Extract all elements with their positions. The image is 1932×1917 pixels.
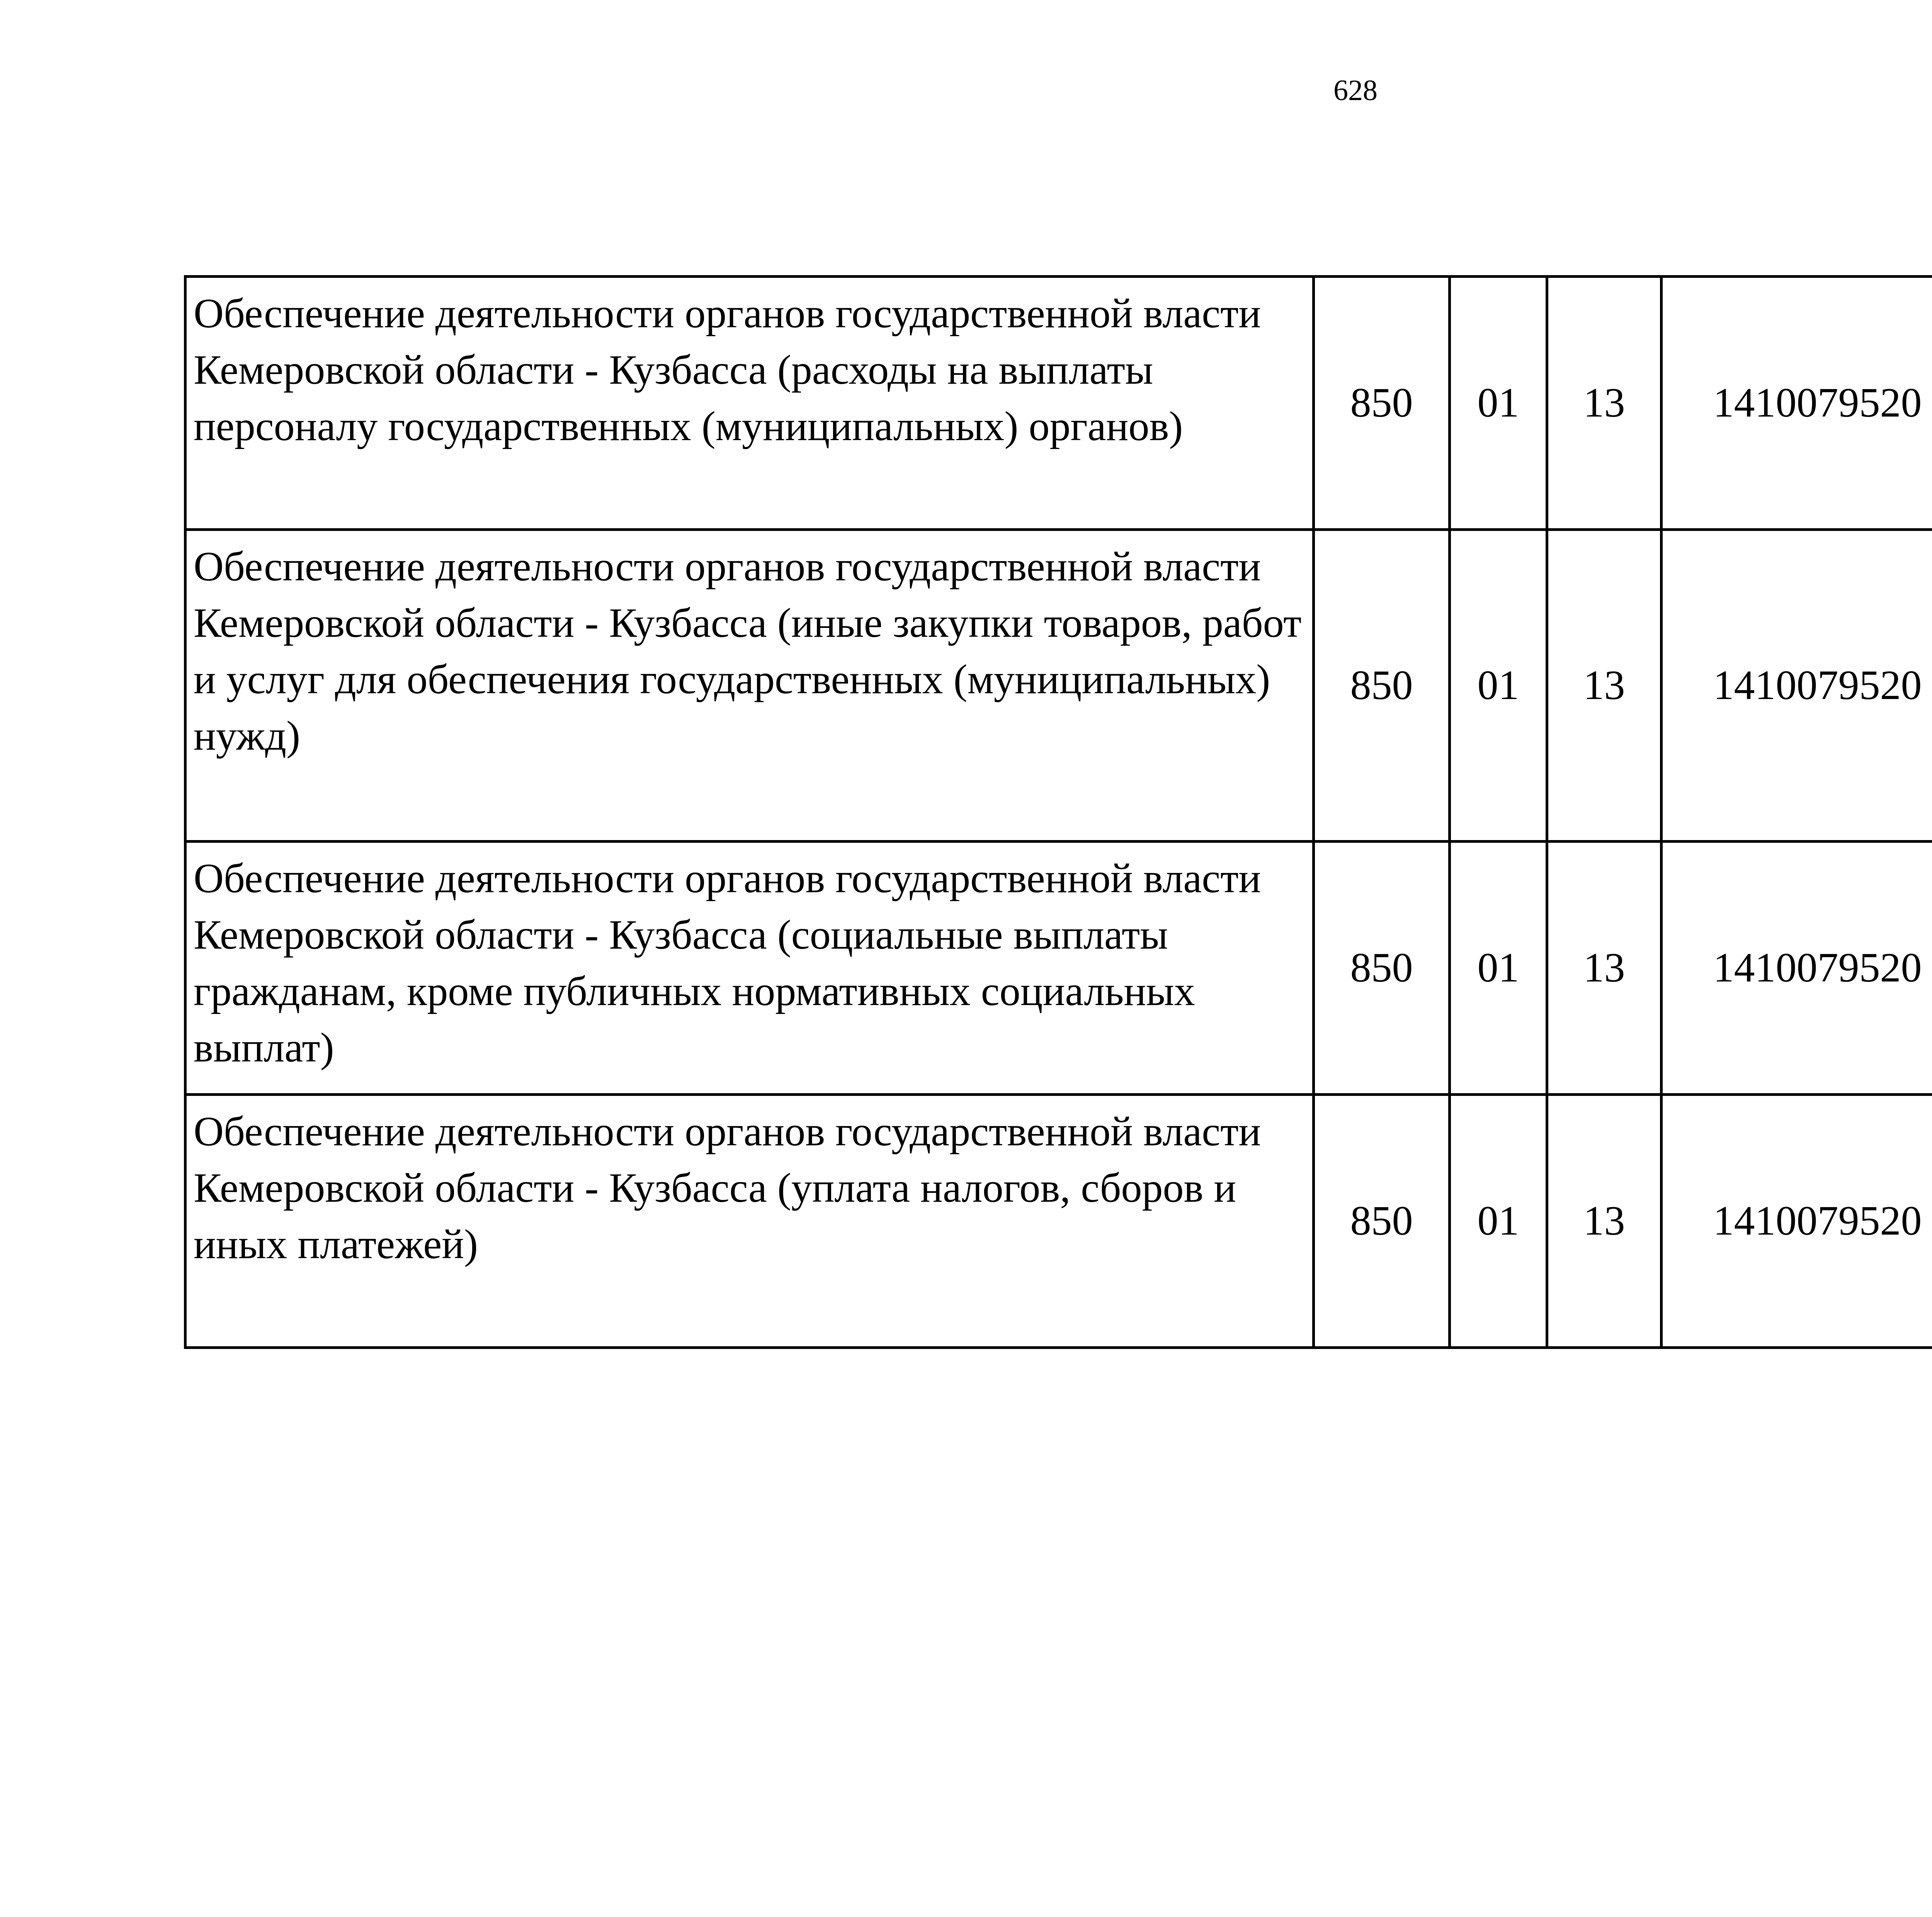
row-description: Обеспечение деятельности органов государственной власти Кемеровской области - Кузбасса (социальные выплаты гражданам, кроме публичных нормативных социальных выплат) — [185, 842, 1314, 1095]
ministry-code: 850 — [1314, 842, 1450, 1095]
table-row — [185, 1095, 1932, 1348]
subsection-code: 13 — [1547, 530, 1662, 842]
row-description: Обеспечение деятельности органов государственной власти Кемеровской области - Кузбасса (иные закупки товаров, работ и услуг для обеспечения государственных (муниципальных) нужд) — [185, 530, 1314, 842]
table-row — [185, 530, 1932, 842]
budget-table — [184, 275, 1932, 1349]
ministry-code: 850 — [1314, 277, 1450, 530]
section-code: 01 — [1450, 842, 1547, 1095]
target-article-code: 1410079520 — [1662, 842, 1932, 1095]
subsection-code: 13 — [1547, 1095, 1662, 1348]
ministry-code: 850 — [1314, 1095, 1450, 1348]
target-article-code: 1410079520 — [1662, 277, 1932, 530]
subsection-code: 13 — [1547, 277, 1662, 530]
subsection-code: 13 — [1547, 842, 1662, 1095]
page-number: 628 — [1333, 74, 1378, 107]
ministry-code: 850 — [1314, 530, 1450, 842]
section-code: 01 — [1450, 277, 1547, 530]
section-code: 01 — [1450, 1095, 1547, 1348]
table-row — [185, 277, 1932, 530]
row-description: Обеспечение деятельности органов государственной власти Кемеровской области - Кузбасса (расходы на выплаты персоналу государственных (муниципальных) органов) — [185, 277, 1314, 530]
target-article-code: 1410079520 — [1662, 530, 1932, 842]
target-article-code: 1410079520 — [1662, 1095, 1932, 1348]
section-code: 01 — [1450, 530, 1547, 842]
table-row — [185, 842, 1932, 1095]
row-description: Обеспечение деятельности органов государственной власти Кемеровской области - Кузбасса (уплата налогов, сборов и иных платежей) — [185, 1095, 1314, 1348]
